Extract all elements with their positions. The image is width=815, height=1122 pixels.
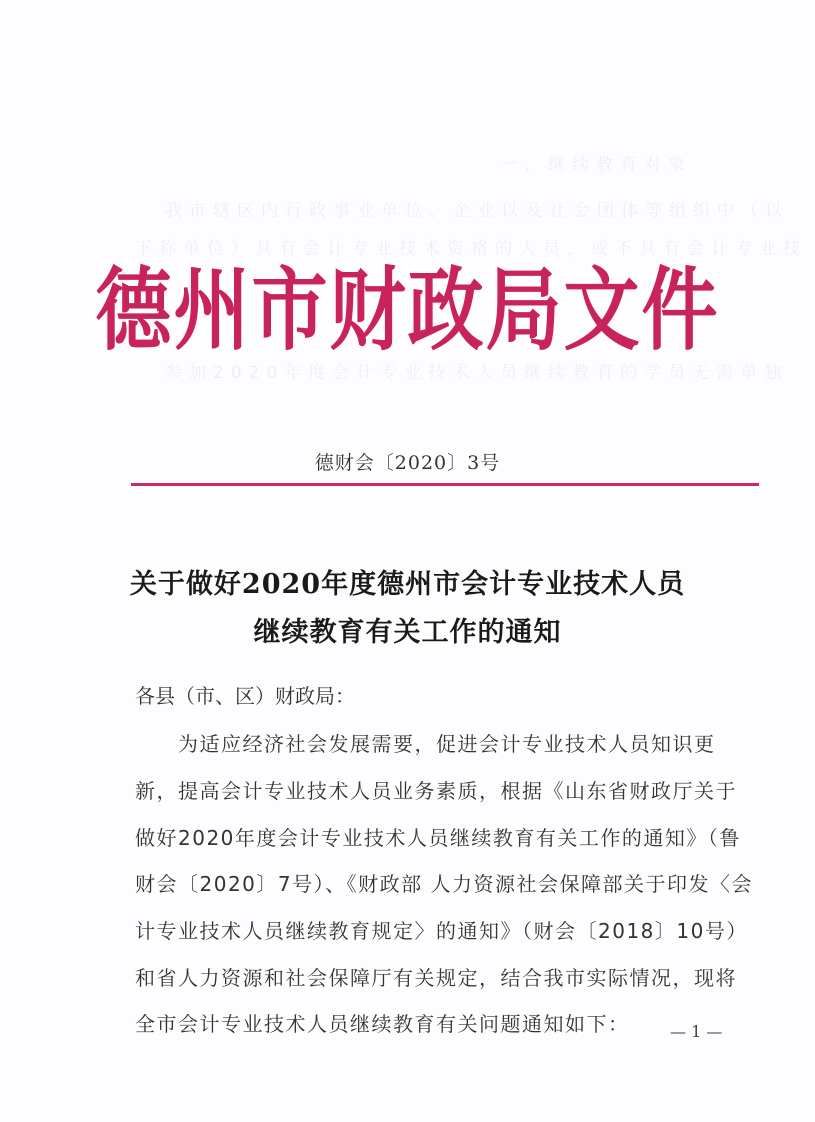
body-line: 做好2020年度会计专业技术人员继续教育有关工作的通知》（鲁 [135,826,741,850]
salutation: 各县（市、区）财政局： [135,684,355,708]
body-line: 新，提高会计专业技术人员业务素质，根据《山东省财政厅关于 [135,779,737,803]
document-header-title: 德州市财政局文件 [95,257,720,363]
body-line: 为适应经济社会发展需要，促进会计专业技术人员知识更 [135,732,716,756]
red-divider-rule [131,483,759,486]
notice-title-line-1: 关于做好2020年度德州市会计专业技术人员 [129,569,686,600]
page-number: — 1 — [670,1022,723,1041]
bleed-through-text: 参加2020年度会计专业技术人员继续教育的学员无需单独 [165,363,789,383]
body-line: 全市会计专业技术人员继续教育有关问题通知如下： [135,1012,630,1036]
bleed-through-text: 下称单位）具有会计专业技术资格的人员，或不具有会计专业技 [135,239,807,259]
notice-title-line-2: 继续教育有关工作的通知 [253,617,562,648]
body-line: 计专业技术人员继续教育规定〉的通知》（财会〔2018〕10号） [135,919,748,943]
bleed-through-text: 一、继续教育对象 [500,155,692,175]
body-line: 和省人力资源和社会保障厅有关规定，结合我市实际情况，现将 [135,966,737,990]
bleed-through-text: 我市辖区内行政事业单位、企业以及社会团体等组织中（以 [165,201,789,221]
body-line: 财会〔2020〕7号）、《财政部 人力资源社会保障部关于印发〈会 [135,872,753,896]
document-number: 德财会〔2020〕3号 [314,452,501,474]
